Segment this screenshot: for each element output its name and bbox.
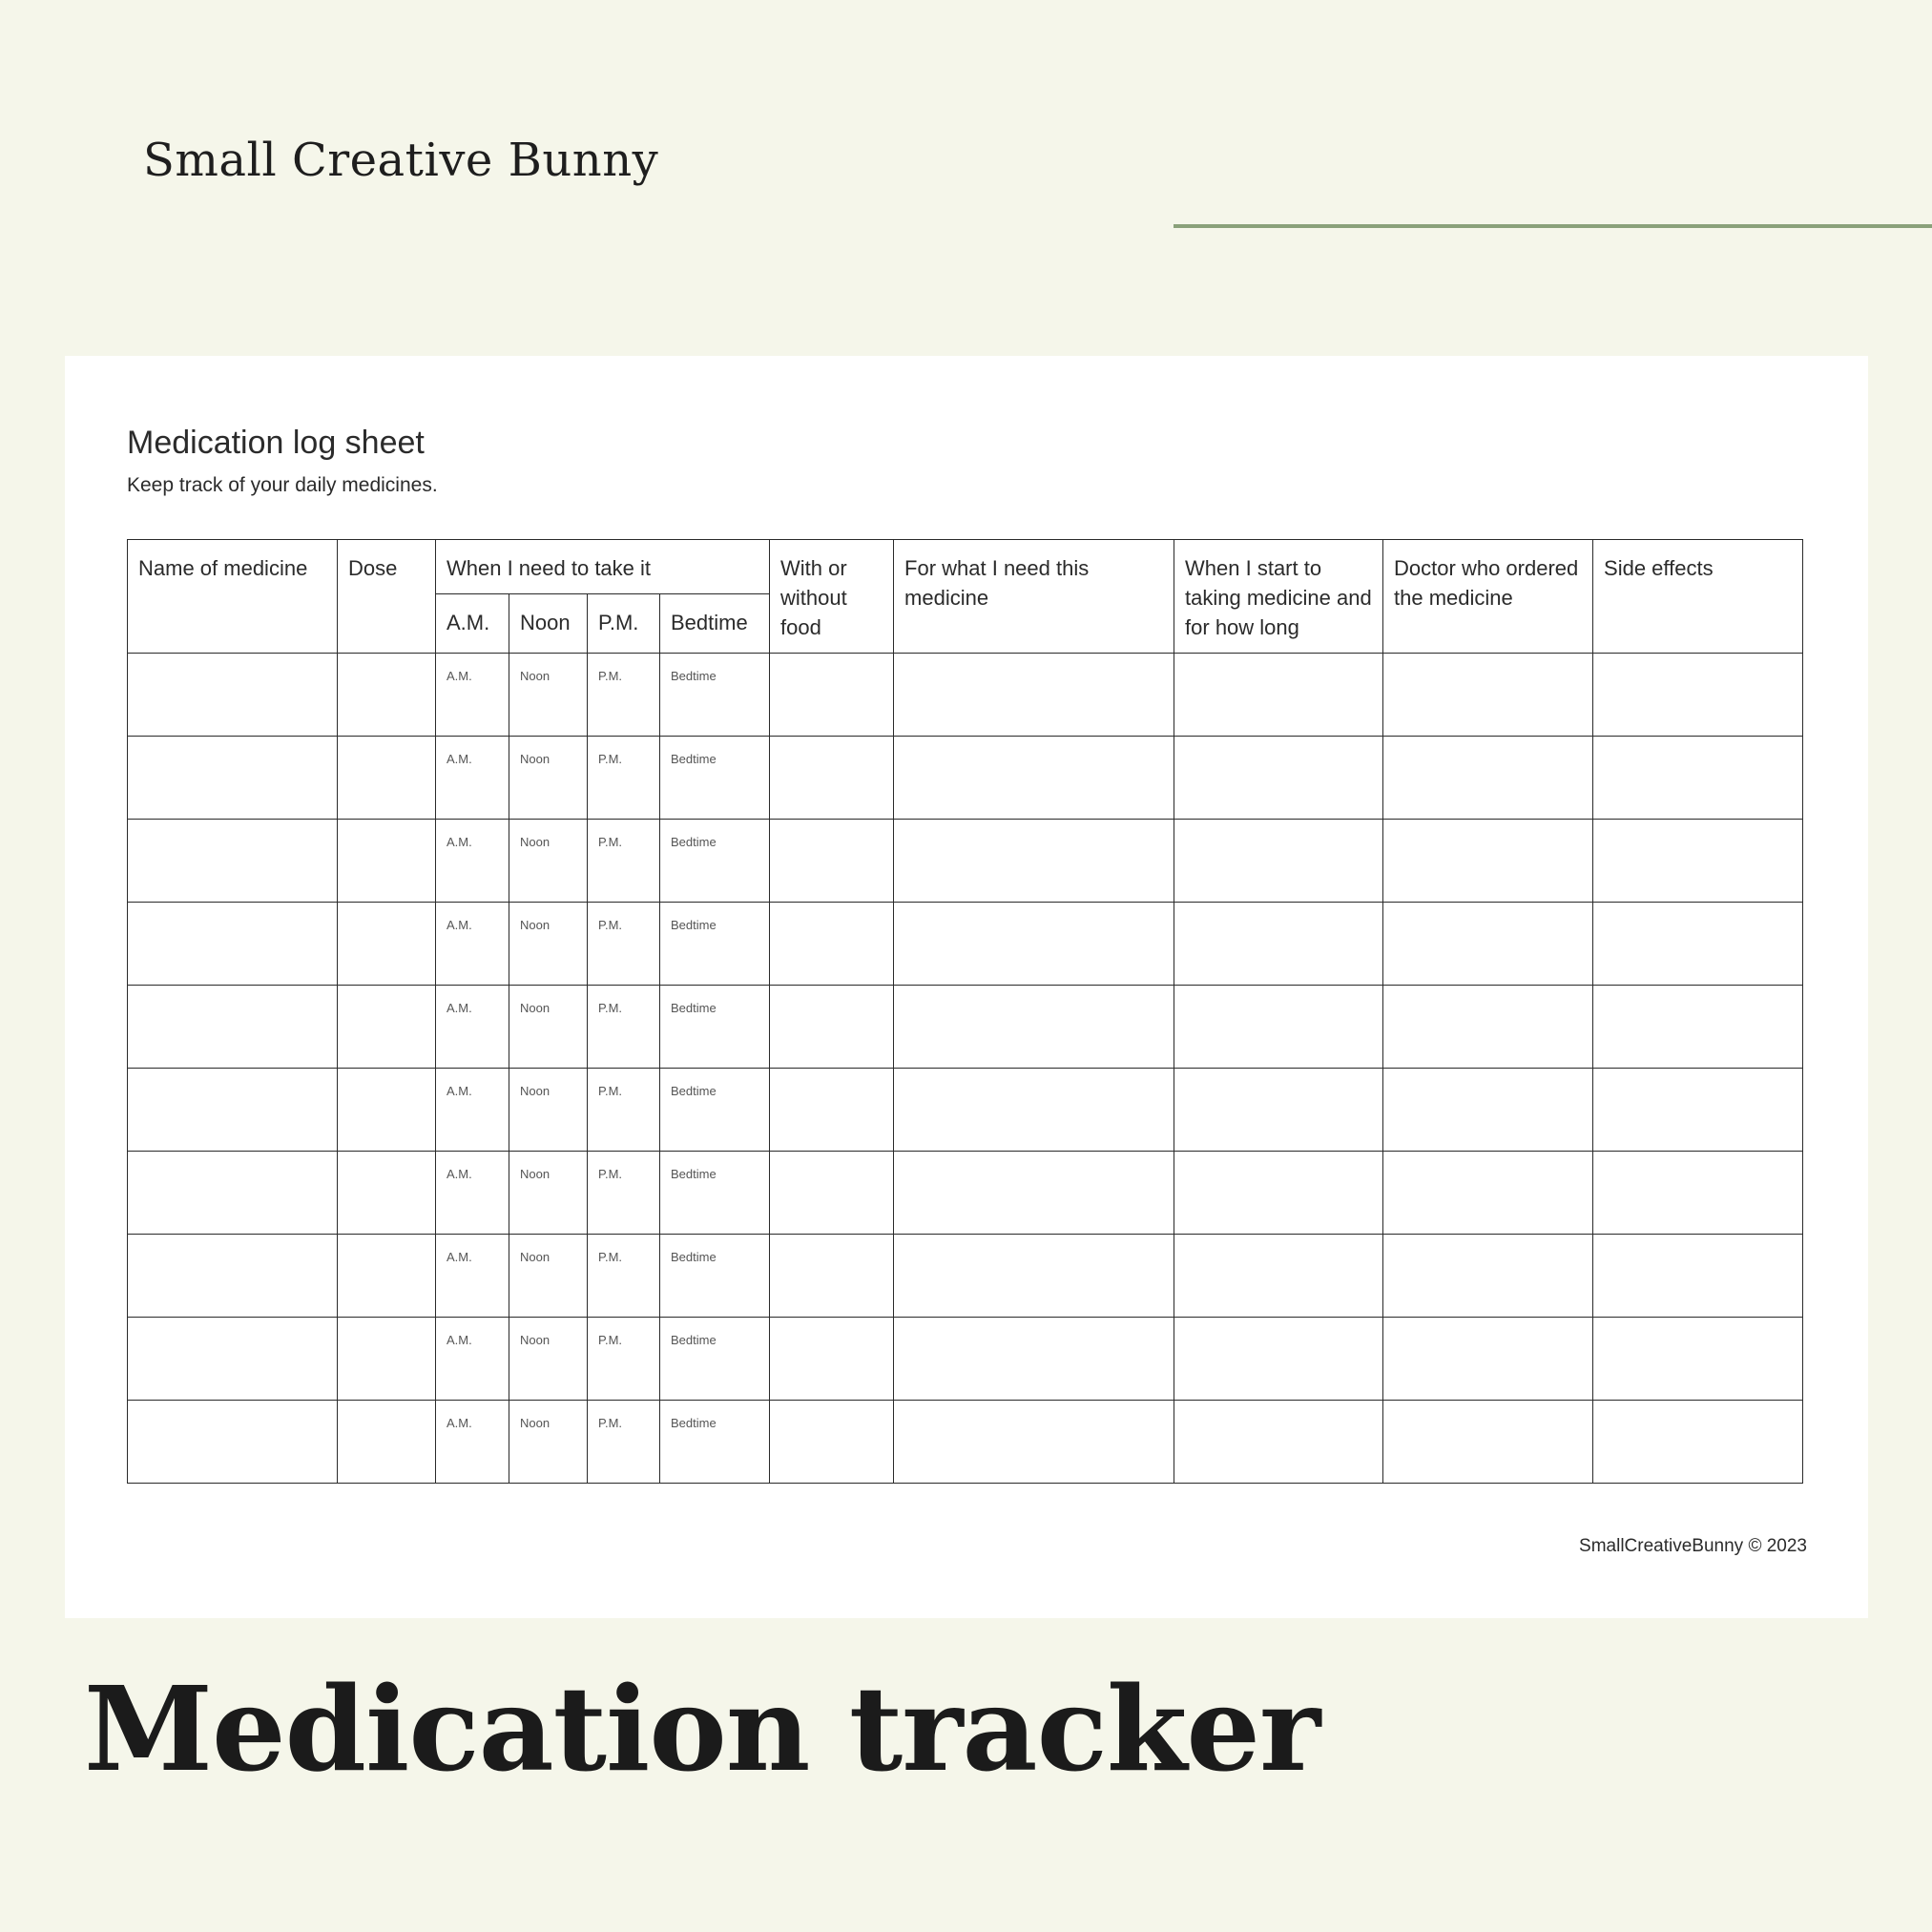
cell-name-of-medicine[interactable] [128,1318,338,1401]
cell-start-duration[interactable] [1174,1235,1383,1318]
cell-time-noon[interactable] [509,1069,588,1152]
cell-time-bedtime[interactable] [660,654,770,737]
cell-purpose[interactable] [894,1235,1174,1318]
time-label-bedtime: Bedtime [671,1001,717,1015]
cell-name-of-medicine[interactable] [128,1235,338,1318]
cell-time-pm[interactable] [588,1069,660,1152]
cell-time-noon[interactable] [509,1318,588,1401]
table-row [128,1401,1803,1484]
cell-start-duration[interactable] [1174,1401,1383,1484]
time-label-bedtime: Bedtime [671,1084,717,1098]
cell-time-am[interactable] [436,1401,509,1484]
cell-time-am[interactable] [436,1235,509,1318]
cell-time-pm[interactable] [588,986,660,1069]
cell-dose[interactable] [338,1235,436,1318]
cell-purpose[interactable] [894,1318,1174,1401]
cell-start-duration[interactable] [1174,1069,1383,1152]
time-label-am: A.M. [447,1167,472,1181]
cell-time-am[interactable] [436,820,509,903]
cell-time-am[interactable] [436,1318,509,1401]
cell-side-effects[interactable] [1593,1401,1803,1484]
cell-time-pm[interactable] [588,903,660,986]
cell-time-bedtime[interactable] [660,903,770,986]
cell-doctor[interactable] [1383,903,1593,986]
cell-name-of-medicine[interactable] [128,903,338,986]
cell-time-am[interactable] [436,654,509,737]
time-label-am: A.M. [447,1084,472,1098]
cell-purpose[interactable] [894,737,1174,820]
table-row [128,986,1803,1069]
cell-doctor[interactable] [1383,1235,1593,1318]
cell-start-duration[interactable] [1174,903,1383,986]
cell-time-bedtime[interactable] [660,1152,770,1235]
time-label-bedtime: Bedtime [671,918,717,932]
header-side-effects: Side effects [1593,540,1803,654]
time-label-noon: Noon [520,835,551,849]
cell-purpose[interactable] [894,654,1174,737]
cell-time-bedtime[interactable] [660,1401,770,1484]
time-label-pm: P.M. [598,1001,623,1015]
cell-purpose[interactable] [894,903,1174,986]
header-name-of-medicine: Name of medicine [128,540,338,654]
cell-time-am[interactable] [436,903,509,986]
time-label-noon: Noon [520,669,551,683]
cell-side-effects[interactable] [1593,1318,1803,1401]
time-label-pm: P.M. [598,1084,623,1098]
cell-time-bedtime[interactable] [660,986,770,1069]
cell-dose[interactable] [338,903,436,986]
cell-start-duration[interactable] [1174,820,1383,903]
cell-time-pm[interactable] [588,1235,660,1318]
time-label-am: A.M. [447,669,472,683]
cell-with-without-food[interactable] [770,1235,894,1318]
cell-start-duration[interactable] [1174,986,1383,1069]
cell-time-pm[interactable] [588,1401,660,1484]
time-label-noon: Noon [520,1084,551,1098]
cell-time-noon[interactable] [509,1235,588,1318]
cell-name-of-medicine[interactable] [128,654,338,737]
time-label-am: A.M. [447,918,472,932]
cell-doctor[interactable] [1383,654,1593,737]
cell-time-pm[interactable] [588,1318,660,1401]
table-row [128,1152,1803,1235]
cell-dose[interactable] [338,654,436,737]
table-row [128,820,1803,903]
cell-name-of-medicine[interactable] [128,820,338,903]
time-label-noon: Noon [520,1250,551,1264]
cell-name-of-medicine[interactable] [128,1152,338,1235]
accent-line [1174,224,1932,228]
header-am: A.M. [436,594,509,654]
cell-time-noon[interactable] [509,1401,588,1484]
cell-time-noon[interactable] [509,820,588,903]
header-purpose: For what I need this medicine [894,540,1174,654]
table-row [128,1318,1803,1401]
cell-name-of-medicine[interactable] [128,986,338,1069]
table-row [128,654,1803,737]
cell-doctor[interactable] [1383,1152,1593,1235]
cell-with-without-food[interactable] [770,1318,894,1401]
time-label-am: A.M. [447,1250,472,1264]
cell-side-effects[interactable] [1593,654,1803,737]
cell-name-of-medicine[interactable] [128,737,338,820]
cell-with-without-food[interactable] [770,903,894,986]
cell-dose[interactable] [338,1152,436,1235]
cell-time-am[interactable] [436,737,509,820]
time-label-am: A.M. [447,1333,472,1347]
cell-time-pm[interactable] [588,654,660,737]
cell-with-without-food[interactable] [770,737,894,820]
cell-time-noon[interactable] [509,1152,588,1235]
time-label-noon: Noon [520,752,551,766]
time-label-noon: Noon [520,1416,551,1430]
cell-doctor[interactable] [1383,1318,1593,1401]
header-with-without-food: With or without food [770,540,894,654]
header-noon: Noon [509,594,588,654]
cell-dose[interactable] [338,820,436,903]
time-label-bedtime: Bedtime [671,752,717,766]
cell-side-effects[interactable] [1593,737,1803,820]
table-row [128,1069,1803,1152]
cell-side-effects[interactable] [1593,1152,1803,1235]
time-label-pm: P.M. [598,835,623,849]
brand-name: Small Creative Bunny [143,134,659,187]
cell-with-without-food[interactable] [770,654,894,737]
cell-with-without-food[interactable] [770,1152,894,1235]
header-doctor: Doctor who ordered the medicine [1383,540,1593,654]
time-label-bedtime: Bedtime [671,669,717,683]
cell-side-effects[interactable] [1593,1235,1803,1318]
time-label-am: A.M. [447,1001,472,1015]
cell-with-without-food[interactable] [770,1401,894,1484]
time-label-pm: P.M. [598,669,623,683]
cell-name-of-medicine[interactable] [128,1401,338,1484]
cell-time-pm[interactable] [588,737,660,820]
copyright-footer: SmallCreativeBunny © 2023 [1579,1536,1807,1556]
cell-doctor[interactable] [1383,737,1593,820]
header-start-duration: When I start to taking medicine and for how long [1174,540,1383,654]
cell-side-effects[interactable] [1593,820,1803,903]
time-label-noon: Noon [520,918,551,932]
time-label-noon: Noon [520,1333,551,1347]
cell-start-duration[interactable] [1174,1152,1383,1235]
cell-dose[interactable] [338,986,436,1069]
header-pm: P.M. [588,594,660,654]
cell-with-without-food[interactable] [770,820,894,903]
cell-dose[interactable] [338,1069,436,1152]
time-label-am: A.M. [447,752,472,766]
cell-purpose[interactable] [894,820,1174,903]
header-bedtime: Bedtime [660,594,770,654]
cell-purpose[interactable] [894,1069,1174,1152]
table-row [128,903,1803,986]
cell-side-effects[interactable] [1593,903,1803,986]
header-dose: Dose [338,540,436,654]
product-title: Medication tracker [84,1660,1320,1797]
cell-time-bedtime[interactable] [660,1069,770,1152]
cell-with-without-food[interactable] [770,986,894,1069]
cell-time-am[interactable] [436,1069,509,1152]
table-row [128,737,1803,820]
time-label-bedtime: Bedtime [671,1167,717,1181]
cell-side-effects[interactable] [1593,986,1803,1069]
cell-purpose[interactable] [894,1401,1174,1484]
time-label-bedtime: Bedtime [671,835,717,849]
cell-time-am[interactable] [436,1152,509,1235]
cell-start-duration[interactable] [1174,737,1383,820]
cell-start-duration[interactable] [1174,654,1383,737]
cell-time-am[interactable] [436,986,509,1069]
cell-with-without-food[interactable] [770,1069,894,1152]
cell-time-pm[interactable] [588,820,660,903]
cell-purpose[interactable] [894,986,1174,1069]
medication-log-table [127,539,1803,1484]
time-label-am: A.M. [447,1416,472,1430]
cell-purpose[interactable] [894,1152,1174,1235]
table-row [128,1235,1803,1318]
cell-name-of-medicine[interactable] [128,1069,338,1152]
cell-time-noon[interactable] [509,903,588,986]
time-label-noon: Noon [520,1001,551,1015]
cell-dose[interactable] [338,1401,436,1484]
time-label-pm: P.M. [598,1167,623,1181]
time-label-am: A.M. [447,835,472,849]
cell-time-bedtime[interactable] [660,1235,770,1318]
cell-start-duration[interactable] [1174,1318,1383,1401]
cell-doctor[interactable] [1383,986,1593,1069]
time-label-pm: P.M. [598,918,623,932]
sheet-subtitle: Keep track of your daily medicines. [127,474,438,496]
cell-time-pm[interactable] [588,1152,660,1235]
log-sheet [65,356,1868,1618]
cell-doctor[interactable] [1383,1401,1593,1484]
cell-dose[interactable] [338,737,436,820]
sheet-title: Medication log sheet [127,425,425,461]
time-label-pm: P.M. [598,1250,623,1264]
header-when-to-take: When I need to take it [436,540,770,594]
cell-time-bedtime[interactable] [660,820,770,903]
time-label-pm: P.M. [598,1333,623,1347]
time-label-bedtime: Bedtime [671,1250,717,1264]
cell-doctor[interactable] [1383,1069,1593,1152]
cell-dose[interactable] [338,1318,436,1401]
time-label-pm: P.M. [598,1416,623,1430]
cell-time-noon[interactable] [509,737,588,820]
cell-time-bedtime[interactable] [660,737,770,820]
cell-doctor[interactable] [1383,820,1593,903]
time-label-bedtime: Bedtime [671,1416,717,1430]
cell-time-noon[interactable] [509,654,588,737]
cell-time-bedtime[interactable] [660,1318,770,1401]
time-label-bedtime: Bedtime [671,1333,717,1347]
time-label-pm: P.M. [598,752,623,766]
cell-side-effects[interactable] [1593,1069,1803,1152]
cell-time-noon[interactable] [509,986,588,1069]
time-label-noon: Noon [520,1167,551,1181]
